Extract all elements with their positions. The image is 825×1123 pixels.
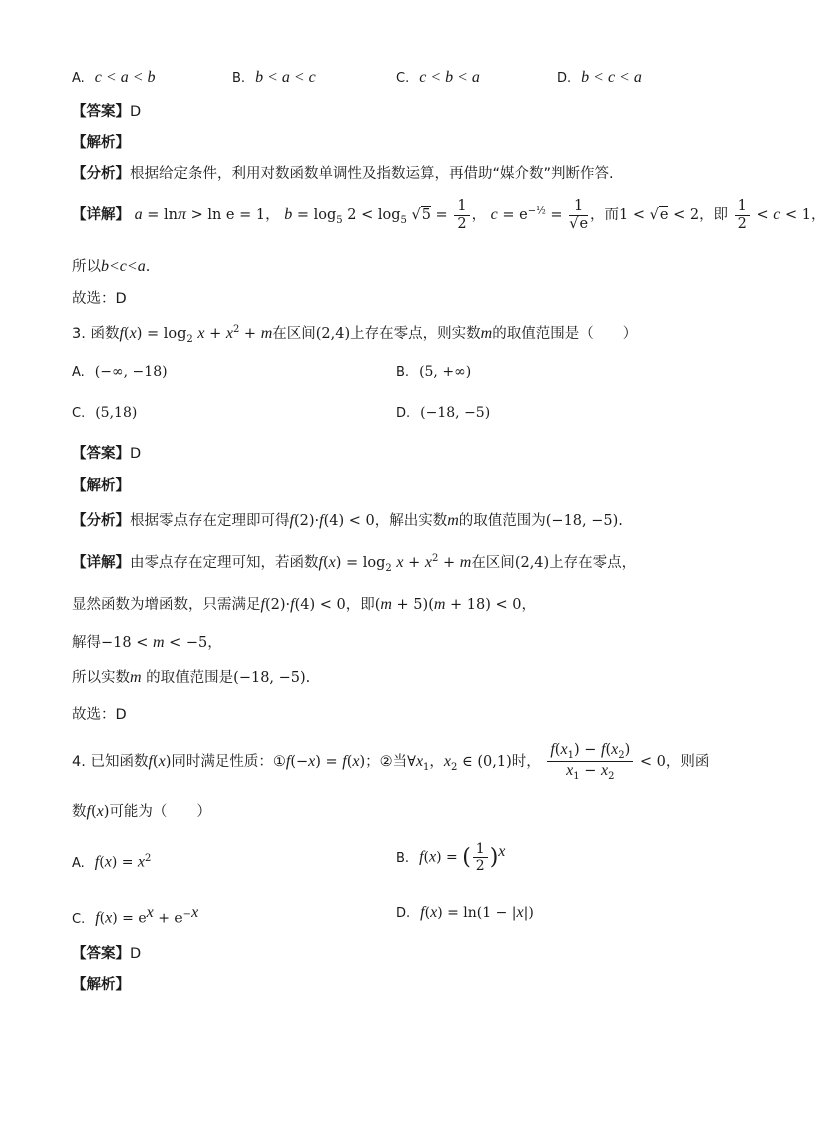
q4-analysis-label: 【解析】	[72, 977, 130, 993]
q3-option-c: C. (5,18)	[72, 405, 138, 421]
q3-detail-line3: 解得−18 < m < −5，	[72, 634, 222, 651]
q2-analysis-label: 【解析】	[72, 135, 130, 151]
q2-answer: 【答案】D	[72, 104, 142, 120]
q3-option-d: D. (−18, −5)	[396, 405, 491, 421]
q4-option-a: A. $f(x) = x^2$	[72, 853, 152, 871]
q2-option-b: B. b < a < c	[232, 69, 316, 86]
q3-option-a: A. (−∞, −18)	[72, 364, 168, 380]
q3-option-b: B. (5, +∞)	[396, 364, 472, 380]
q3-choice: 故选：D	[72, 707, 127, 723]
q2-detail: 【详解】 a = lnπ > ln e = 1， $b = \log_5 2 < \log_5 √5$ = $\frac{1}{2}$ ， $c = e^{-\frac{1}{2}}$ = $\frac{1}{√e}$ ，而1 < √e < 2，即 $\frac{1}{2}$ < c < 1，	[72, 198, 825, 232]
q3-detail-line4: 所以实数m 的取值范围是(−18, −5).	[72, 669, 311, 686]
q2-option-c-label: C.	[396, 71, 410, 86]
q4-stem-line2: 数f(x)可能为（ ）	[72, 803, 211, 820]
q2-conclusion: 所以b<c<a.	[72, 258, 151, 275]
q4-option-d: D. f(x) = ln(1 − |x|)	[396, 904, 534, 921]
q2-fenxi: 【分析】根据给定条件，利用对数函数单调性及指数运算，再借助“媒介数”判断作答.	[72, 166, 614, 182]
q2-option-a-label: A.	[72, 71, 85, 86]
q4-answer: 【答案】D	[72, 946, 142, 962]
q2-option-b-label: B.	[232, 71, 246, 86]
q2-option-d-label: D.	[557, 71, 572, 86]
q4-stem: 4. 已知函数f(x)同时满足性质：①f(−x) = f(x)；②当$\forall x_1$，$x_2$ ∈ (0,1)时， $\frac{f(x_1) - f(x_2)}{x_1 - x_2}$ < 0，则函	[72, 741, 710, 783]
q3-answer: 【答案】D	[72, 446, 142, 462]
q2-option-a: A. c < a < b	[72, 69, 156, 86]
q3-fenxi: 【分析】根据零点存在定理即可得f(2)·f(4) < 0，解出实数m的取值范围为(−18, −5).	[72, 512, 623, 529]
q3-analysis-label: 【解析】	[72, 478, 130, 494]
q4-option-c: C. $f(x) = e^x + e^{-x}$	[72, 904, 199, 927]
q3-stem: 3. 函数$f(x) = \log_2 x + x^2 + m$在区间(2,4)上存在零点，则实数m的取值范围是（ ）	[72, 324, 638, 345]
q2-option-c: C. c < b < a	[396, 69, 480, 86]
q3-detail: 【详解】由零点存在定理可知，若函数$f(x) = \log_2 x + x^2 + m$在区间(2,4)上存在零点，	[72, 553, 637, 574]
q2-choice: 故选：D	[72, 291, 127, 307]
q4-option-b: B. f(x) = ( $\frac{1}{2}$ )$^x$	[396, 841, 506, 875]
q3-detail-line2: 显然函数为增函数，只需满足f(2)·f(4) < 0，即(m + 5)(m + 18) < 0，	[72, 596, 536, 613]
q2-option-d: D. b < c < a	[557, 69, 642, 86]
